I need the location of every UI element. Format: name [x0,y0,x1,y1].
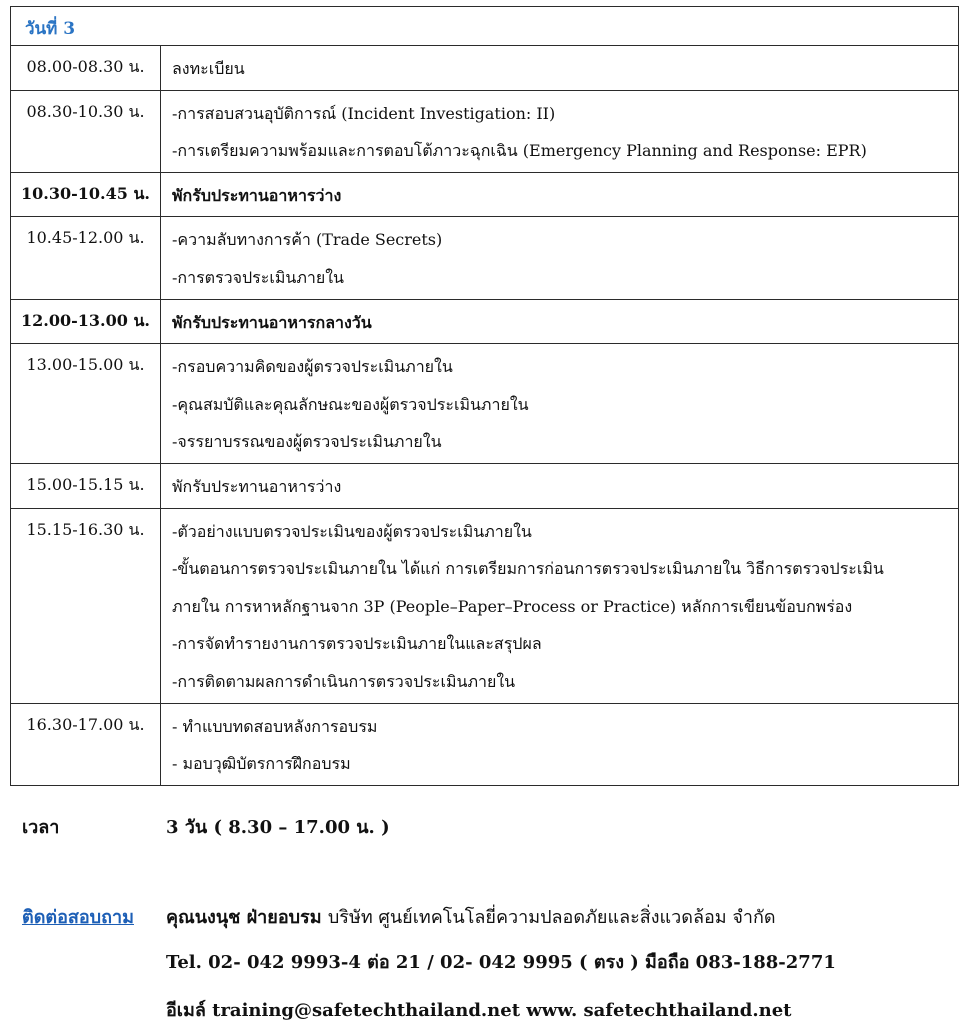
activity-line: พักรับประทานอาหารว่าง [172,185,342,205]
activity-line: -ความลับทางการค้า (Trade Secrets) [172,230,443,250]
schedule-row [11,344,959,464]
activity-line: พักรับประทานอาหารว่าง [172,476,342,496]
session-activities [161,90,959,172]
session-activities [161,299,959,344]
session-time: 16.30-17.00 น. [11,703,161,785]
activity-line: พักรับประทานอาหารกลางวัน [172,312,372,332]
contact-phone: Tel. 02- 042 9993-4 ต่อ 21 / 02- 042 9995 ( ตรง ) มือถือ 083-188-2771 [166,952,836,973]
session-activities [161,508,959,703]
duration-value: 3 วัน ( 8.30 – 17.00 น. ) [166,817,390,838]
activity-line: -คุณสมบัติและคุณลักษณะของผู้ตรวจประเมินภายใน [172,394,529,414]
session-time: 12.00-13.00 น. [11,299,161,344]
schedule-table [10,6,959,786]
schedule-row [11,46,959,91]
contact-company: บริษัท ศูนย์เทคโนโลยี่ความปลอดภัยและสิ่งแวดล้อม จำกัด [327,907,776,928]
day-header-row [11,7,959,46]
schedule-row [11,463,959,508]
session-activities [161,344,959,464]
session-time: 15.15-16.30 น. [11,508,161,703]
activity-line: -ตัวอย่างแบบตรวจประเมินของผู้ตรวจประเมินภายใน [172,521,532,541]
session-activities [161,217,959,299]
activity-line: - มอบวุฒิบัตรการฝึกอบรม [172,754,351,774]
session-activities [161,463,959,508]
activity-line: -การเตรียมความพร้อมและการตอบโต้ภาวะฉุกเฉิน (Emergency Planning and Response: EPR) [172,141,867,161]
schedule-body [11,7,959,786]
activity-line: -จรรยาบรรณของผู้ตรวจประเมินภายใน [172,432,442,452]
session-time: 10.45-12.00 น. [11,217,161,299]
session-activities [161,172,959,217]
activity-line: -การสอบสวนอุบัติการณ์ (Incident Investigation: II) [172,103,556,123]
schedule-row [11,299,959,344]
session-time: 13.00-15.00 น. [11,344,161,464]
session-activities [161,703,959,785]
session-time: 15.00-15.15 น. [11,463,161,508]
activity-line: -กรอบความคิดของผู้ตรวจประเมินภายใน [172,357,453,377]
activity-line: -การติดตามผลการดำเนินการตรวจประเมินภายใน [172,671,516,691]
schedule-row [11,217,959,299]
schedule-row [11,508,959,703]
activity-line: -การจัดทำรายงานการตรวจประเมินภายในและสรุปผล [172,634,542,654]
schedule-row [11,172,959,217]
contact-label[interactable]: ติดต่อสอบถาม [22,907,134,928]
schedule-row [11,703,959,785]
activity-line: -การตรวจประเมินภายใน [172,267,344,287]
duration-label: เวลา [22,817,60,838]
activity-line: ลงทะเบียน [172,59,245,78]
schedule-row [11,90,959,172]
session-time: 08.30-10.30 น. [11,90,161,172]
activity-line: - ทำแบบทดสอบหลังการอบรม [172,716,378,736]
session-time: 08.00-08.30 น. [11,46,161,91]
contact-email: อีเมล์ training@safetechthailand.net www. safetechthailand.net [166,1000,792,1021]
session-activities [161,46,959,91]
contact-name: คุณนงนุช ฝ่ายอบรม [166,907,322,928]
day-header: วันที่ 3 [11,7,959,46]
activity-line: -ขั้นตอนการตรวจประเมินภายใน ได้แก่ การเตรียมการก่อนการตรวจประเมินภายใน วิธีการตรวจประเมิน [172,559,884,579]
activity-line: ภายใน การหาหลักฐานจาก 3P (People–Paper–Process or Practice) หลักการเขียนข้อบกพร่อง [172,596,853,616]
session-time: 10.30-10.45 น. [11,172,161,217]
